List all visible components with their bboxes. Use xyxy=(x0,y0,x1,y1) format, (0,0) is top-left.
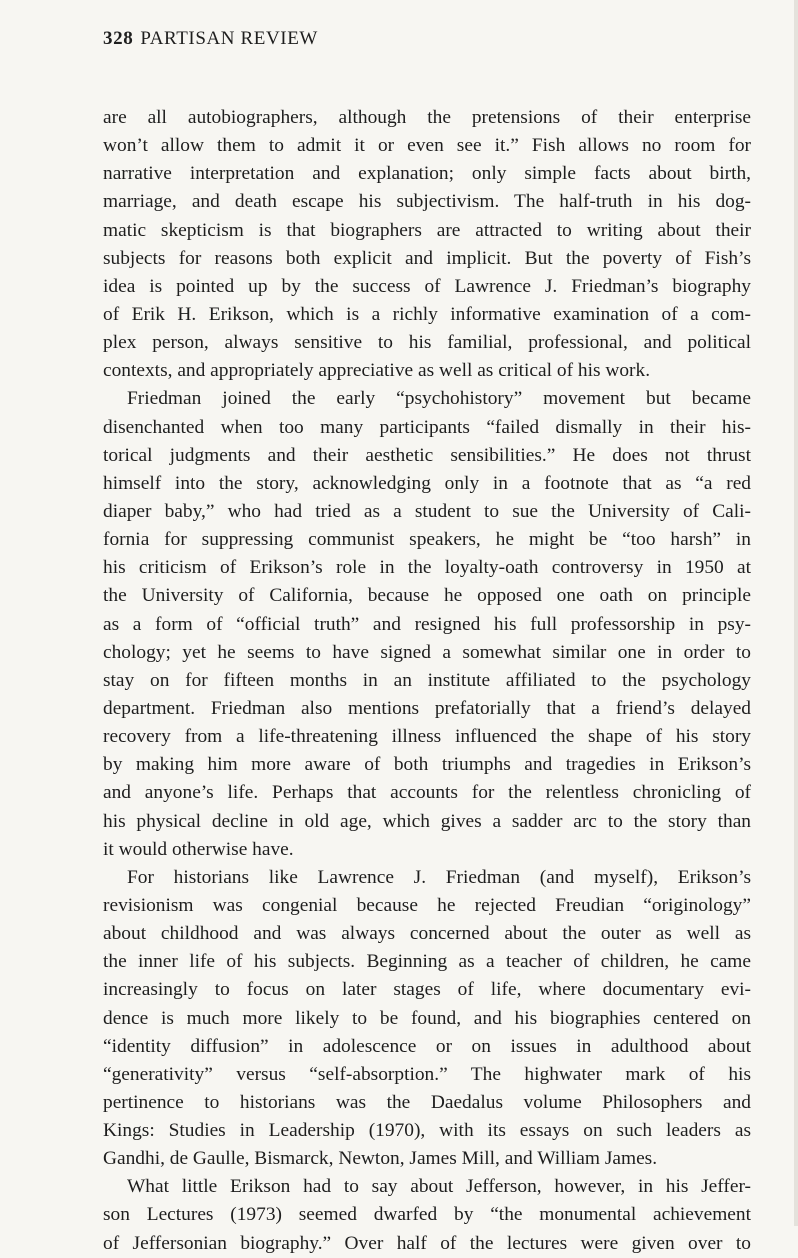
page-edge xyxy=(794,0,798,1226)
text-line: disenchanted when too many participants “failed dismally in their his- xyxy=(103,416,751,438)
paragraph-first-line: What little Erikson had to say about Jefferson, however, in his Jeffer- xyxy=(127,1176,751,1198)
text-line: increasingly to focus on later stages of life, where documentary evi- xyxy=(103,979,751,1001)
text-line: his physical decline in old age, which gives a sadder arc to the story than xyxy=(103,810,751,832)
text-line: department. Friedman also mentions prefatorially that a friend’s delayed xyxy=(103,697,751,719)
text-line: are all autobiographers, although the pretensions of their enterprise xyxy=(103,107,751,128)
paragraph-first-line: For historians like Lawrence J. Friedman (and myself), Erikson’s xyxy=(127,866,751,888)
text-line: of Jeffersonian biography.” Over half of the lectures were given over to xyxy=(103,1232,751,1254)
running-head xyxy=(103,28,318,50)
text-line: “generativity” versus “self-absorption.” The highwater mark of his xyxy=(103,1063,751,1085)
text-line: plex person, always sensitive to his familial, professional, and political xyxy=(103,332,751,354)
text-line: the University of California, because he opposed one oath on principle xyxy=(103,585,751,607)
text-line: chology; yet he seems to have signed a somewhat similar one in order to xyxy=(103,641,751,663)
text-line: torical judgments and their aesthetic sensibilities.” He does not thrust xyxy=(103,444,751,466)
text-line: contexts, and appropriately appreciative as well as critical of his work. xyxy=(103,360,651,382)
text-line: “identity diffusion” in adolescence or on issues in adulthood about xyxy=(103,1035,751,1057)
body-text xyxy=(103,104,751,1258)
text-line: recovery from a life-threatening illness influenced the shape of his story xyxy=(103,726,751,748)
text-line: as a form of “official truth” and resigned his full professorship in psy- xyxy=(103,613,751,635)
text-line: it would otherwise have. xyxy=(103,838,294,860)
text-line: matic skepticism is that biographers are attracted to writing about their xyxy=(103,219,751,241)
page-number: 328 xyxy=(103,28,134,49)
text-line: dence is much more likely to be found, and his biographies centered on xyxy=(103,1007,751,1029)
text-line: Kings: Studies in Leadership (1970), with its essays on such leaders as xyxy=(103,1120,751,1142)
text-line: son Lectures (1973) seemed dwarfed by “the monumental achievement xyxy=(103,1204,751,1226)
text-line: diaper baby,” who had tried as a student to sue the University of Cali- xyxy=(103,500,751,522)
text-line: and anyone’s life. Perhaps that accounts for the relentless chronicling of xyxy=(103,782,751,804)
text-line: Gandhi, de Gaulle, Bismarck, Newton, James Mill, and William James. xyxy=(103,1148,658,1170)
text-line: narrative interpretation and explanation; only simple facts about birth, xyxy=(103,163,751,185)
text-line: fornia for suppressing communist speakers, he might be “too harsh” in xyxy=(103,529,751,551)
text-line: stay on for fifteen months in an institute affiliated to the psychology xyxy=(103,669,751,691)
text-line: won’t allow them to admit it or even see it.” Fish allows no room for xyxy=(103,135,751,157)
paragraph-first-line: Friedman joined the early “psychohistory” movement but became xyxy=(127,388,751,410)
journal-title: PARTISAN REVIEW xyxy=(140,28,318,49)
text-line: subjects for reasons both explicit and implicit. But the poverty of Fish’s xyxy=(103,247,751,269)
text-line: of Erik H. Erikson, which is a richly informative examination of a com- xyxy=(103,303,751,325)
text-line: idea is pointed up by the success of Lawrence J. Friedman’s biography xyxy=(103,275,751,297)
text-line: the inner life of his subjects. Beginning as a teacher of children, he came xyxy=(103,951,751,973)
text-line: revisionism was congenial because he rejected Freudian “originology” xyxy=(103,894,751,916)
text-line: by making him more aware of both triumphs and tragedies in Erikson’s xyxy=(103,754,751,776)
text-line: about childhood and was always concerned about the outer as well as xyxy=(103,923,751,945)
text-line: his criticism of Erikson’s role in the loyalty-oath controversy in 1950 at xyxy=(103,557,751,579)
text-line: pertinence to historians was the Daedalus volume Philosophers and xyxy=(103,1091,751,1113)
text-line: marriage, and death escape his subjectivism. The half-truth in his dog- xyxy=(103,191,751,213)
text-line: himself into the story, acknowledging only in a footnote that as “a red xyxy=(103,472,751,494)
